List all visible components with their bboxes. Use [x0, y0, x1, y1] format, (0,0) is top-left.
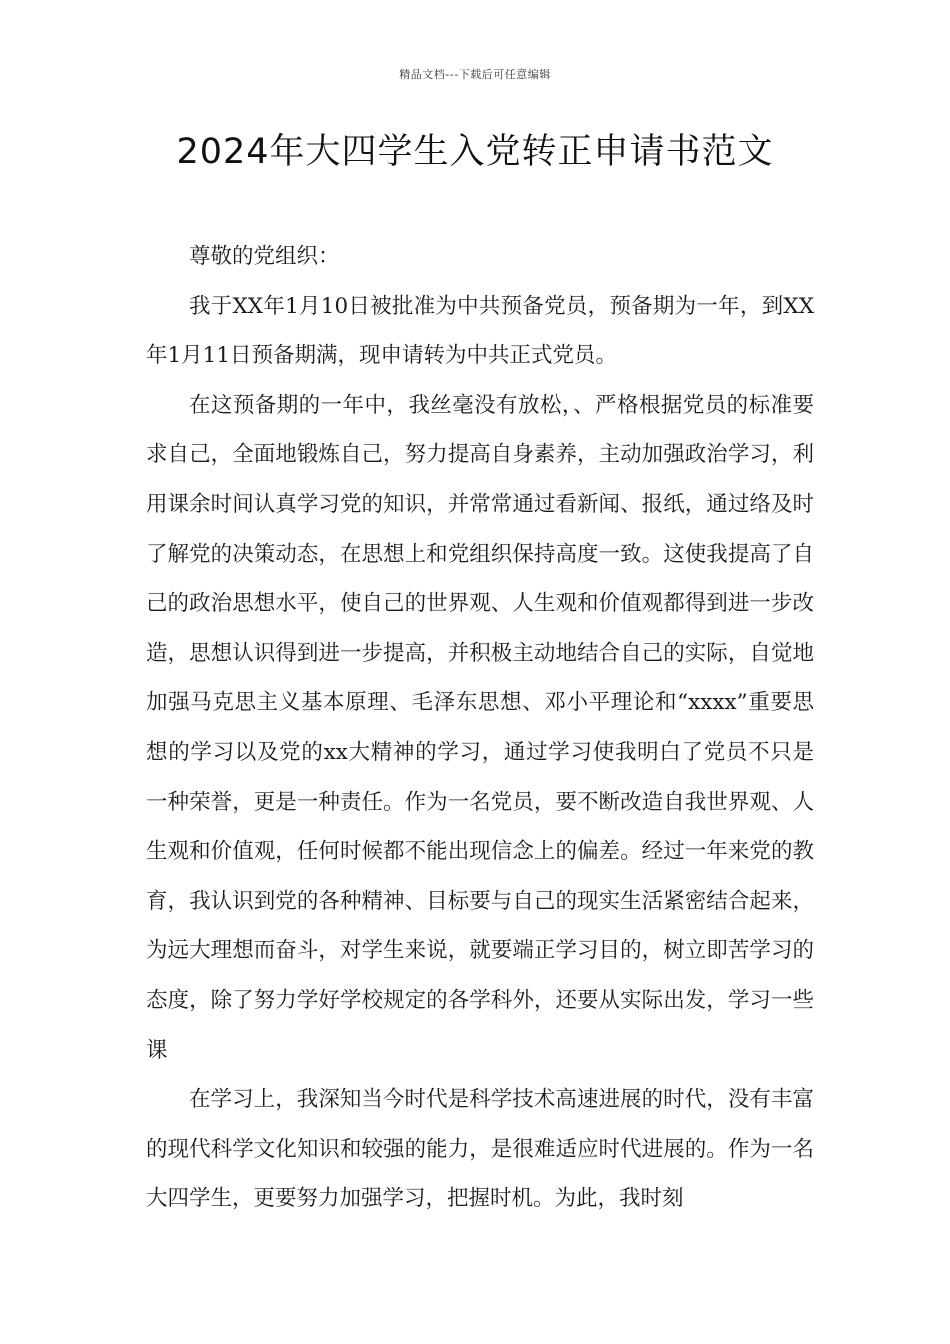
salutation: 尊敬的党组织：	[189, 244, 340, 269]
document-title: 2024年大四学生入党转正申请书范文	[176, 132, 774, 172]
paragraph-3: 在学习上，我深知当今时代是科学技术高速进展的时代，没有丰富的现代科学文化知识和较强的能力，是很难适应时代进展的。作为一名大四学生，更要努力加强学习，把握时机。为此，我时刻	[146, 1087, 814, 1212]
header-note: 精品文档---下载后可任意编辑	[399, 68, 551, 81]
paragraph-1: 我于XX年1月10日被批准为中共预备党员，预备期为一年，到XX年1月11日预备期满，现申请转为中共正式党员。	[146, 293, 814, 369]
paragraph-2: 在这预备期的一年中，我丝毫没有放松，、严格根据党员的标准要求自己，全面地锻炼自己，努力提高自身素养，主动加强政治学习，利用课余时间认真学习党的知识，并常常通过看新闻、报纸，通过络及时了解党的决策动态，在思想上和党组织保持高度一致。这使我提高了自己的政治思想水平，使自己的世界观、人生观和价值观都得到进一步改造，思想认识得到进一步提高，并积极主动地结合自己的实际，自觉地加强马克思主义基本原理、毛泽东思想、邓小平理论和“xxxx”重要思想的学习以及党的xx大精神的学习，通过学习使我明白了党员不只是一种荣誉，更是一种责任。作为一名党员，要不断改造自我世界观、人生观和价值观，任何时候都不能出现信念上的偏差。经过一年来党的教育，我认识到党的各种精神、目标要与自己的现实生活紧密结合起来，为远大理想而奋斗，对学生来说，就要端正学习目的，树立即苦学习的态度，除了努力学好学校规定的各学科外，还要从实际出发，学习一些课	[146, 392, 814, 1063]
document-body	[146, 232, 814, 1224]
